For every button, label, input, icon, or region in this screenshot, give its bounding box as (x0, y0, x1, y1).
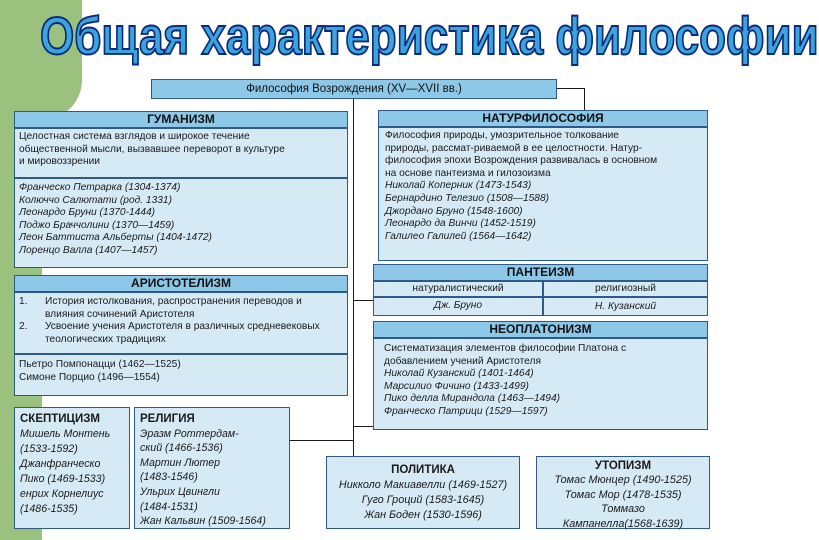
humanism-person: Леонардо Бруни (1370-1444) (19, 207, 156, 219)
aristotelism-item-text: История истолкования, распространения переводов и влияния сочинений Аристотеля (45, 296, 302, 320)
humanism-person: Леон Баттиста Альберты (1404-1472) (19, 232, 212, 244)
aristotelism-header: АРИСТОТЕЛИЗМ (14, 275, 348, 292)
naturphilosophy-person: Джордано Бруно (1548-1600) (385, 205, 523, 217)
aristotelism-person: Симоне Порцио (1496—1554) (19, 371, 160, 383)
connector-line (290, 440, 353, 441)
utopism-line: Томас Мюнцер (1490-1525) (554, 474, 692, 487)
connector-line (353, 426, 373, 427)
religion-line: (1484-1531) (140, 500, 198, 513)
connector-line (353, 426, 354, 456)
religion-line: Ульрих Цвингли (140, 485, 220, 498)
politics-line: Жан Боден (1530-1596) (364, 509, 482, 521)
naturphilosophy-description-line: Философия природы, умозрительное толкование (385, 130, 619, 141)
page-title: Общая характеристика философии (40, 7, 819, 66)
neoplatonism-person: Николай Кузанский (1401-1464) (384, 368, 534, 380)
pantheism-header: ПАНТЕИЗМ (373, 264, 708, 281)
politics-box (326, 456, 520, 529)
religion-line: Мартин Лютер (140, 456, 221, 469)
humanism-header: ГУМАНИЗМ (14, 111, 348, 128)
neoplatonism-person: Пико делла Мирандола (1463—1494) (384, 393, 561, 405)
naturphilosophy-person: Галилео Галилей (1564—1642) (385, 230, 532, 242)
skepticism-line: Пико (1469-1533) (20, 473, 106, 485)
list-number: 1. (19, 296, 28, 307)
neoplatonism-description-line: Систематизация элементов философии Платона с (384, 343, 627, 354)
religion-box (134, 407, 290, 529)
utopism-line: Томас Мор (1478-1535) (564, 488, 682, 501)
naturphilosophy-description-line: философия эпохи Возрождения развивалась в основном (385, 155, 658, 167)
humanism-description-line: Целостная система взглядов и широкое течение (19, 131, 250, 142)
neoplatonism-body (373, 338, 708, 430)
humanism-people (14, 178, 348, 268)
humanism-description-line: и мировоззрении (19, 156, 100, 168)
religion-line: Жан Кальвин (1509-1564) (140, 515, 266, 528)
naturphilosophy-person: Бернардино Телезио (1508—1588) (385, 192, 550, 204)
aristotelism-item (19, 321, 343, 346)
politics-header: ПОЛИТИКА (391, 464, 455, 476)
utopism-header: УТОПИЗМ (594, 460, 652, 472)
neoplatonism-header: НЕОПЛАТОНИЗМ (373, 321, 708, 338)
humanism-person: Лоренцо Валла (1407—1457) (19, 244, 158, 256)
religion-header: РЕЛИГИЯ (140, 413, 195, 425)
skepticism-line: Джанфранческо (20, 458, 101, 470)
utopism-box (536, 456, 710, 529)
aristotelism-items (14, 292, 348, 354)
humanism-person: Франческо Петрарка (1304-1374) (19, 182, 181, 193)
aristotelism-person: Пьетро Помпонацци (1462—1525) (19, 359, 181, 370)
religion-line: Эразм Роттердам- (140, 427, 239, 440)
connector-line (353, 88, 354, 426)
aristotelism-people (14, 354, 348, 396)
humanism-description-line: общественной мысли, вызвавшее переворот в культуре (19, 143, 285, 155)
politics-line: Гуго Гроций (1583-1645) (361, 494, 485, 506)
naturphilosophy-body (378, 127, 708, 261)
pantheism-naturalistic-label: натуралистический (373, 281, 543, 297)
skepticism-header: СКЕПТИЦИЗМ (20, 413, 101, 425)
skepticism-line: Мишель Монтень (20, 428, 111, 440)
humanism-description (14, 128, 348, 178)
neoplatonism-person: Франческо Патрици (1529—1597) (384, 405, 548, 417)
humanism-person: Поджо Браччолини (1370—1459) (19, 219, 175, 231)
naturphilosophy-description-line: природы, рассмат-риваемой в ее целостности. Натур- (385, 142, 643, 154)
pantheism-religious-label: религиозный (543, 281, 708, 297)
religion-line: ский (1466-1536) (140, 442, 223, 455)
naturphilosophy-person: Николай Коперник (1473-1543) (385, 180, 532, 192)
root-node: Философия Возрождения (XV—XVII вв.) (151, 79, 557, 99)
pantheism-religious-person: Н. Кузанский (543, 297, 708, 316)
utopism-line: Томмазо (601, 503, 645, 516)
list-number: 2. (19, 321, 28, 333)
skepticism-box (14, 407, 130, 529)
connector-line (353, 300, 373, 301)
neoplatonism-description-line: добавлением учений Аристотеля (384, 355, 541, 367)
religion-line: (1483-1546) (140, 471, 198, 484)
pantheism-naturalistic-person: Дж. Бруно (373, 297, 543, 316)
naturphilosophy-description-line: на основе пантеизма и гилозоизма (385, 167, 551, 179)
naturphilosophy-header: НАТУРФИЛОСОФИЯ (378, 110, 708, 127)
skepticism-line: (1486-1535) (20, 503, 78, 515)
skepticism-line: енрих Корнелиус (20, 488, 104, 500)
aristotelism-item-text: Усвоение учения Аристотеля в различных средневековых теологических традициях (45, 321, 320, 345)
politics-line: Никколо Макиавелли (1469-1527) (338, 479, 508, 491)
naturphilosophy-person: Леонардо да Винчи (1452-1519) (385, 218, 536, 230)
utopism-line: Кампанелла(1568-1639) (562, 517, 684, 530)
aristotelism-item (19, 296, 343, 321)
connector-line (556, 88, 585, 89)
skepticism-line: (1533-1592) (20, 443, 78, 455)
neoplatonism-person: Марсилио Фичино (1433-1499) (384, 380, 529, 392)
humanism-person: Колюччо Салютати (род. 1331) (19, 194, 172, 206)
connector-line (584, 88, 585, 110)
